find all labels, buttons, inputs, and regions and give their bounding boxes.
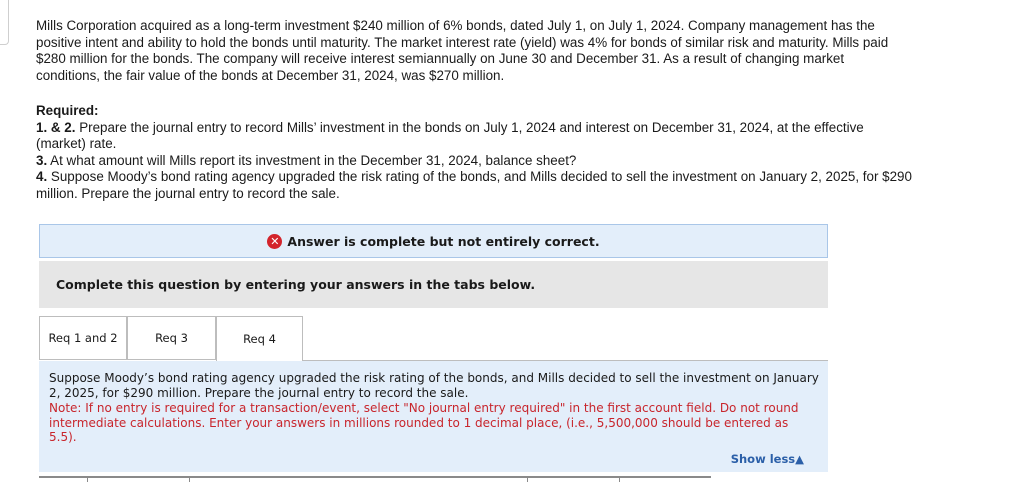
answer-status-banner — [39, 224, 828, 258]
required-heading: Required: — [36, 103, 99, 118]
req-4-description: Suppose Moody’s bond rating agency upgraded the risk rating of the bonds, and Mills decided to sell the investment on January 2, 2025, for $290 million. Prepare the journal entry to record the sale. — [49, 371, 819, 400]
tab-content-panel — [39, 361, 828, 472]
show-less-label: Show less — [730, 452, 796, 466]
error-x-icon: ✕ — [267, 234, 282, 249]
instructions-text: Complete this question by entering your answers in the tabs below. — [56, 277, 536, 292]
tab-req-3[interactable]: Req 3 — [127, 316, 216, 360]
tab-bar — [39, 316, 829, 360]
caret-up-icon: ▲ — [795, 452, 804, 466]
required-item-3: 3. At what amount will Mills report its investment in the December 31, 2024, balance sheet? — [36, 152, 577, 168]
tab-req-1-and-2[interactable]: Req 1 and 2 — [39, 316, 127, 360]
instructions-box — [39, 261, 828, 308]
show-less-link[interactable] — [731, 452, 804, 467]
required-item-4: 4. Suppose Moody’s bond rating agency upgraded the risk rating of the bonds, and Mills decided to sell the investment on January 2, 2025, for $290 million. Prepare the journal entry to record the sale. — [36, 169, 912, 201]
tab-req-4[interactable]: Req 4 — [216, 316, 303, 361]
problem-statement: Mills Corporation acquired as a long-term investment $240 million of 6% bonds, dated July 1, on July 1, 2024. Company management has the positive intent and ability to hold the bonds until maturity. The market interest rate (yield) was 4% for bonds of similar risk and maturity. Mills paid $280 million for the bonds. The company will receive interest semiannually on June 30 and December 31. As a result of changing market conditions, the fair value of the bonds at December 31, 2024, was $270 million. — [36, 18, 889, 83]
required-section — [36, 103, 916, 202]
answer-status-text: Answer is complete but not entirely correct. — [287, 233, 600, 249]
required-item-1-2: 1. & 2. Prepare the journal entry to record Mills’ investment in the bonds on July 1, 2024 and interest on December 31, 2024, at the effective (market) rate. — [36, 119, 864, 151]
journal-table-top-edge — [39, 476, 711, 482]
req-4-note: Note: If no entry is required for a transaction/event, select "No journal entry required" in the first account field. Do not round intermediate calculations. Enter your answers in millions rounded to 1 decimal place, (i.e., 5,500,000 should be entered as 5.5). — [49, 401, 799, 444]
left-edge-frame — [0, 0, 9, 45]
